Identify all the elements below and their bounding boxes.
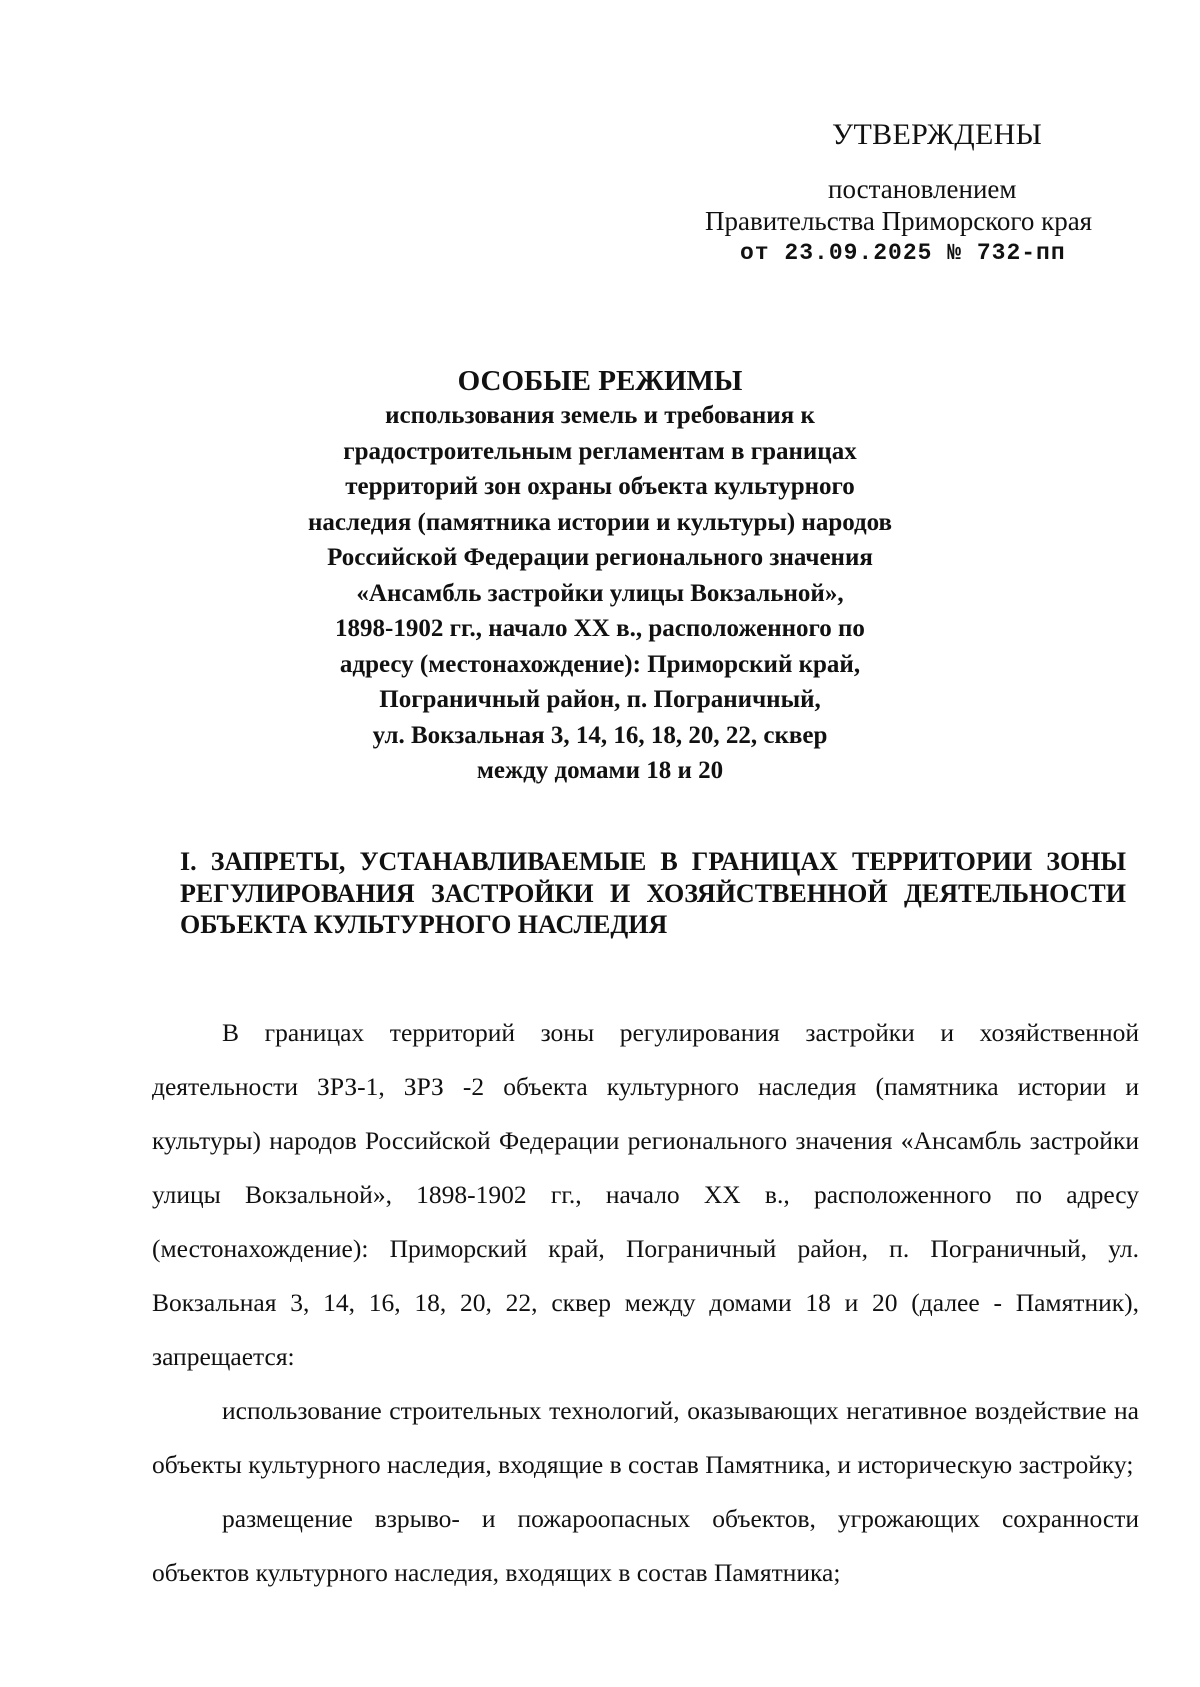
paragraph: использование строительных технологий, оказывающих негативное воздействие на объекты культурного наследия, входящие в состав Памятника, и историческую застройку; (152, 1396, 1139, 1479)
registration-stamp: от 23.09.2025 № 732-пп (740, 240, 1066, 266)
title-line: адресу (местонахождение): Приморский край, (339, 650, 861, 678)
title-line: наследия (памятника истории и культуры) народов (307, 508, 893, 536)
title-line: градостроительным регламентам в границах (343, 437, 857, 465)
title-line: использования земель и требования к (385, 402, 815, 429)
title-line: Пограничный район, п. Пограничный, (379, 686, 821, 713)
approval-line-resolution: постановлением (828, 174, 1017, 204)
document-title (200, 364, 1000, 789)
paragraph: размещение взрыво- и пожароопасных объектов, угрожающих сохранности объектов культурного наследия, входящих в состав Памятника; (152, 1504, 1139, 1587)
title-line: между домами 18 и 20 (476, 757, 724, 784)
title-line: ул. Вокзальная 3, 14, 16, 18, 20, 22, сквер (372, 721, 828, 749)
approval-line-government: Правительства Приморского края (705, 206, 1093, 236)
section-heading: I. ЗАПРЕТЫ, УСТАНАВЛИВАЕМЫЕ В ГРАНИЦАХ ТЕРРИТОРИИ ЗОНЫ РЕГУЛИРОВАНИЯ ЗАСТРОЙКИ И ХОЗЯЙСТВЕННОЙ ДЕЯТЕЛЬНОСТИ ОБЪЕКТА КУЛЬТУРНОГО НАСЛЕДИЯ (180, 847, 1126, 939)
title-line: территорий зон охраны объекта культурного (345, 473, 855, 500)
document-heading: ОСОБЫЕ РЕЖИМЫ (457, 365, 743, 397)
body-text (152, 1006, 1139, 1600)
title-line: Российской Федерации регионального значения (327, 544, 873, 571)
title-line: «Ансамбль застройки улицы Вокзальной», (356, 579, 844, 607)
paragraph: В границах территорий зоны регулирования застройки и хозяйственной деятельности ЗРЗ-1, ЗРЗ -2 объекта культурного наследия (памятника истории и культуры) народов Российской Федерации регионального значения «Ансамбль застройки улицы Вокзальной», 1898-1902 гг., начало XX в., расположенного по адресу (местонахождение): Приморский край, Пограничный район, п. Пограничный, ул. Вокзальная 3, 14, 16, 18, 20, 22, сквер между домами 18 и 20 (далее - Памятник), запрещается: (152, 1018, 1139, 1371)
approval-title: УТВЕРЖДЕНЫ (832, 118, 1043, 151)
title-line: 1898-1902 гг., начало XX в., расположенного по (335, 615, 865, 642)
